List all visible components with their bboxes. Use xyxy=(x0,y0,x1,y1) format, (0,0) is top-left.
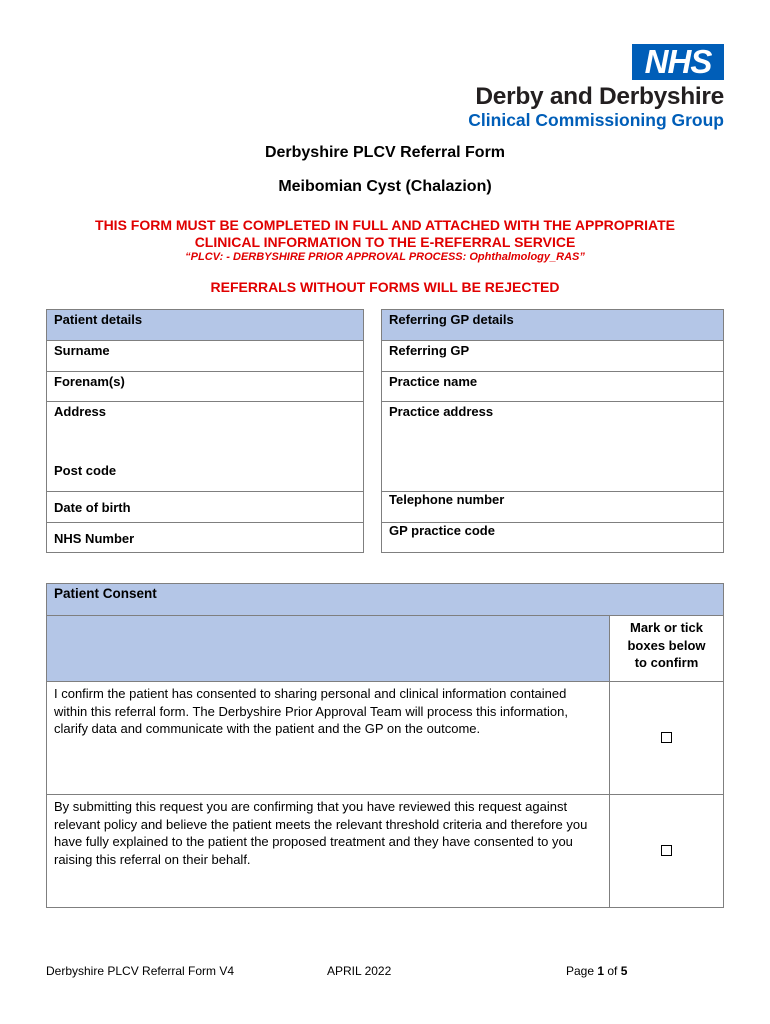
patient-details-table xyxy=(46,309,364,553)
page-current: 1 xyxy=(597,964,605,978)
page-total: 5 xyxy=(620,964,628,978)
consent-blank-header xyxy=(47,616,610,682)
org-name: Derby and Derbyshire xyxy=(475,83,724,110)
tick-header-line-2: boxes below xyxy=(627,637,706,653)
telephone-field[interactable]: Telephone number xyxy=(382,492,724,523)
referring-gp-field[interactable]: Referring GP xyxy=(382,341,724,372)
footer-doc-name: Derbyshire PLCV Referral Form V4 xyxy=(46,964,235,978)
consent-statement-1: I confirm the patient has consented to sharing personal and clinical information contained within this referral form. The Derbyshire Prior Approval Team will process this information, clarify data and communicate with the patient and the GP on the outcome. xyxy=(47,682,610,795)
page-prefix: Page xyxy=(566,964,598,978)
consent-statement-2: By submitting this request you are confirming that you have reviewed this request against relevant policy and believe the patient meets the relevant threshold criteria and therefore you have fully explained to the patient the proposed treatment and they have consented to you raising this referral on their behalf. xyxy=(47,795,610,908)
page-of: of xyxy=(604,964,621,978)
rejected-notice: REFERRALS WITHOUT FORMS WILL BE REJECTED xyxy=(210,279,560,295)
form-title: Derbyshire PLCV Referral Form xyxy=(264,144,506,161)
consent-checkbox-2[interactable] xyxy=(661,845,672,856)
forenames-field[interactable]: Forenam(s) xyxy=(47,372,364,402)
warning-line-1: THIS FORM MUST BE COMPLETED IN FULL AND ATTACHED WITH THE APPROPRIATE xyxy=(95,217,675,233)
warning-line-2: CLINICAL INFORMATION TO THE E-REFERRAL SERVICE xyxy=(194,234,576,250)
footer-page-number xyxy=(566,964,627,978)
plcv-process: “PLCV: - DERBYSHIRE PRIOR APPROVAL PROCESS: Ophthalmology_RAS” xyxy=(185,251,585,263)
address-label: Address xyxy=(54,404,107,419)
practice-name-field[interactable]: Practice name xyxy=(382,372,724,402)
tick-header-line-1: Mark or tick xyxy=(630,620,703,635)
gp-details-table xyxy=(381,309,724,553)
consent-checkbox-1[interactable] xyxy=(661,732,672,743)
practice-code-field[interactable]: GP practice code xyxy=(382,523,724,553)
surname-field[interactable]: Surname xyxy=(47,341,364,372)
consent-checkbox-cell-2[interactable] xyxy=(610,795,724,908)
tick-header-line-3: to confirm xyxy=(634,655,699,670)
gp-details-header: Referring GP details xyxy=(382,310,724,341)
patient-details-header: Patient details xyxy=(47,310,364,341)
practice-address-field[interactable]: Practice address xyxy=(382,402,724,492)
tick-column-header xyxy=(610,616,724,682)
form-subtitle: Meibomian Cyst (Chalazion) xyxy=(278,178,492,195)
consent-table xyxy=(46,583,724,908)
org-subtitle: Clinical Commissioning Group xyxy=(468,110,724,130)
nhs-logo: NHS xyxy=(632,44,724,80)
postcode-label: Post code xyxy=(54,463,117,478)
address-field[interactable] xyxy=(47,402,364,492)
nhs-number-field[interactable]: NHS Number xyxy=(47,523,364,553)
consent-checkbox-cell-1[interactable] xyxy=(610,682,724,795)
dob-field[interactable]: Date of birth xyxy=(47,492,364,523)
footer-date: APRIL 2022 xyxy=(327,964,392,978)
consent-header: Patient Consent xyxy=(47,584,724,616)
